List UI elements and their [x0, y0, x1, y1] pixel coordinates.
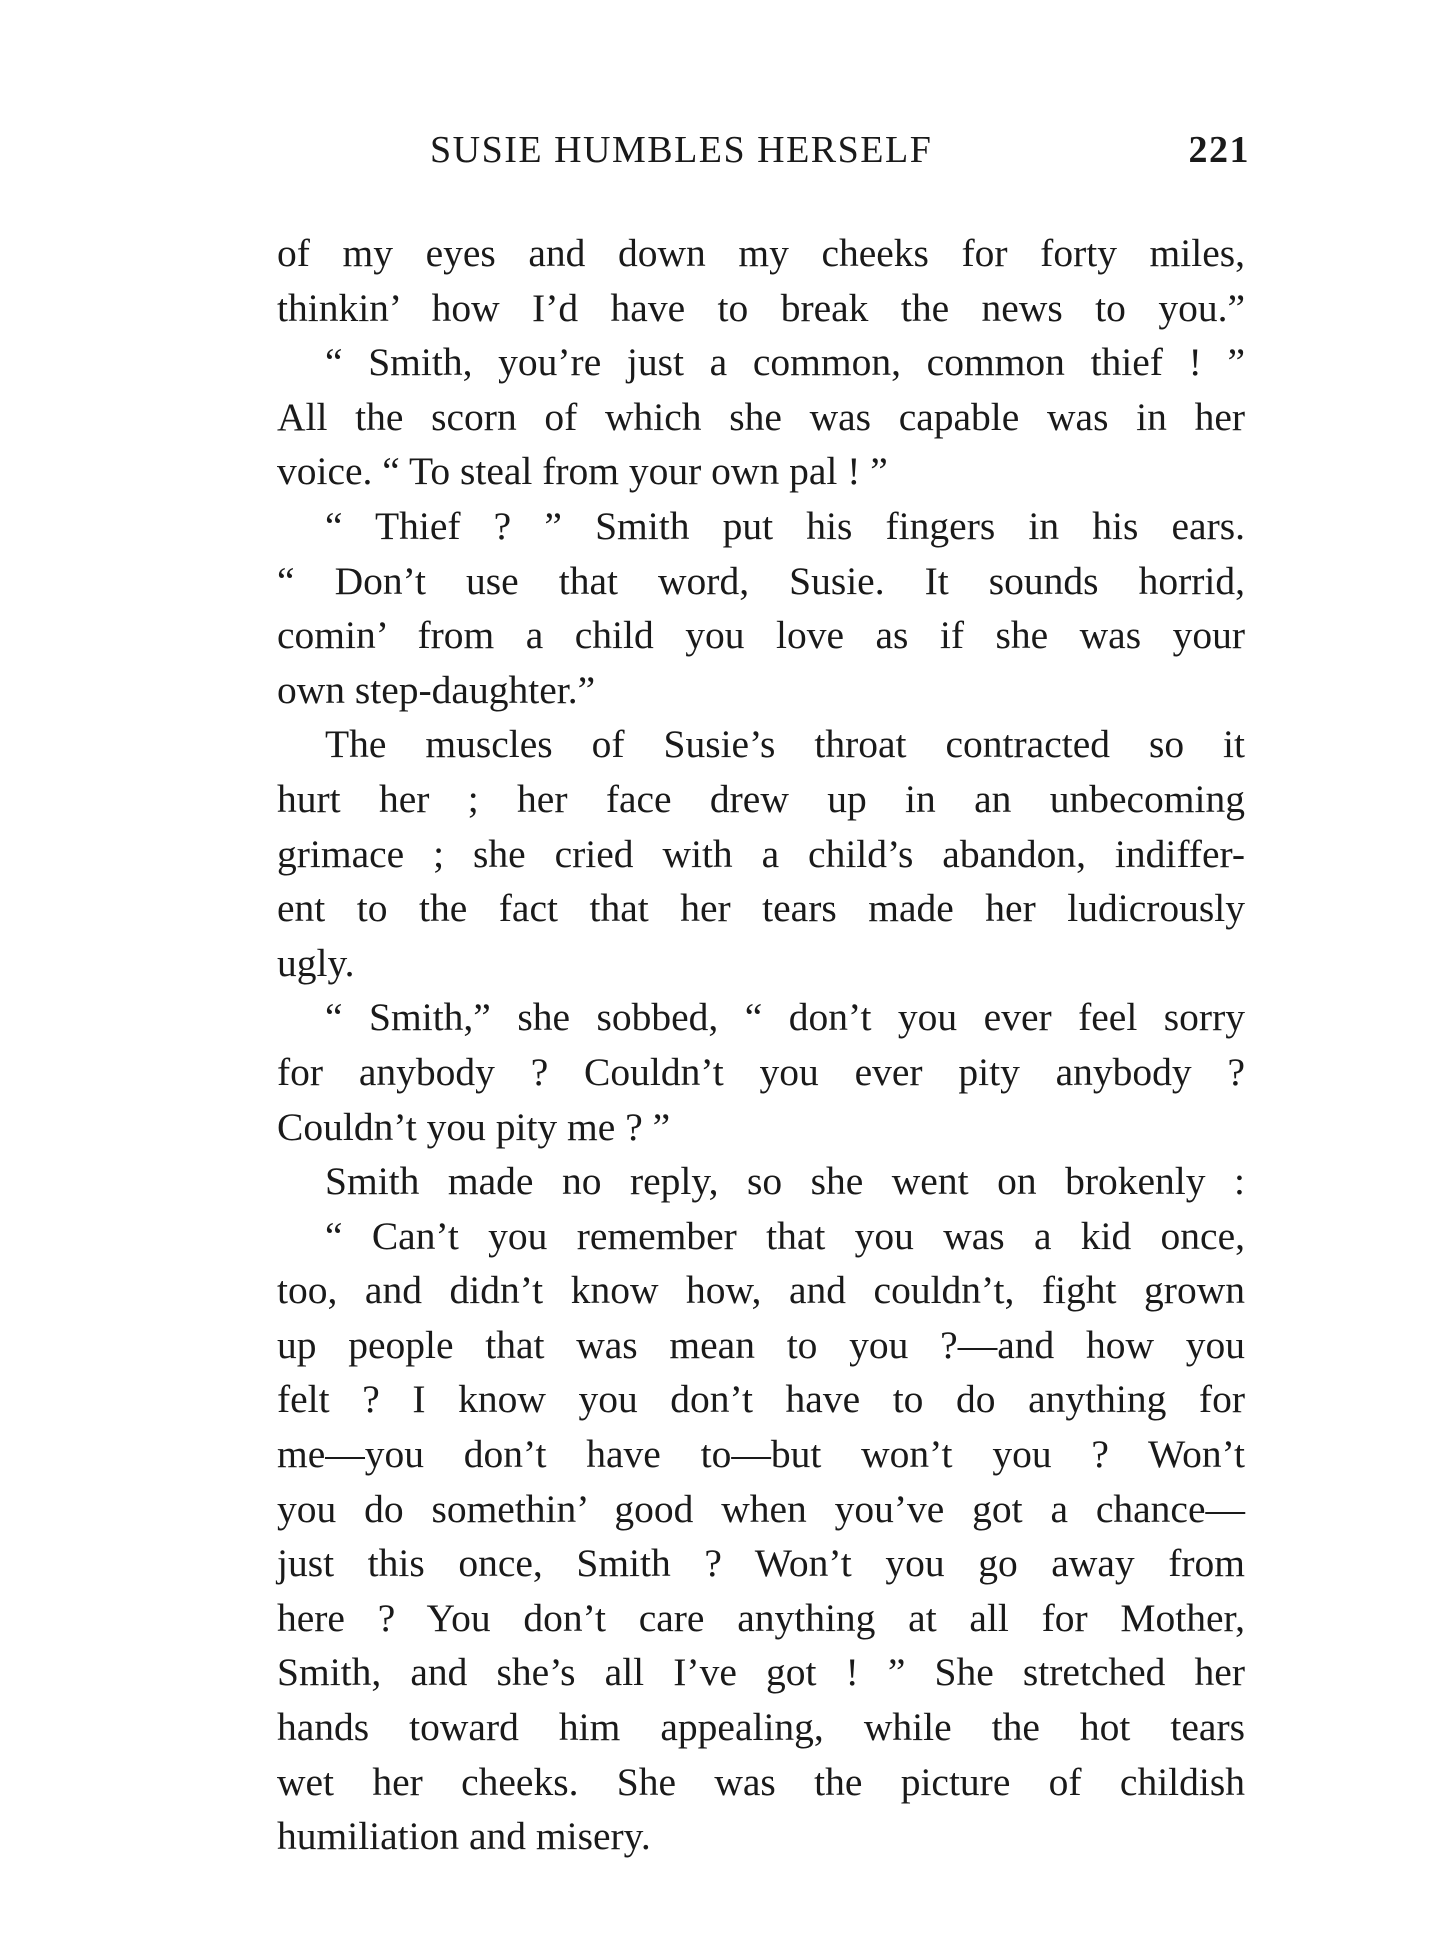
text-line: just this once, Smith ? Won’t you go away from — [277, 1541, 1245, 1586]
text-line: hands toward him appealing, while the hot tears — [277, 1705, 1245, 1750]
page-number: 221 — [1188, 129, 1250, 171]
text-line: up people that was mean to you ?—and how you — [277, 1322, 1245, 1367]
text-line: grimace ; she cried with a child’s abandon, indiffer- — [277, 831, 1245, 876]
text-line: ugly. — [277, 940, 355, 985]
text-line: “ Thief ? ” Smith put his fingers in his ears. — [325, 503, 1245, 548]
text-line: too, and didn’t know how, and couldn’t, fight grown — [277, 1268, 1245, 1313]
text-line: me—you don’t have to—but won’t you ? Won’t — [277, 1432, 1245, 1477]
text-line: of my eyes and down my cheeks for forty miles, — [277, 231, 1245, 275]
text-line: humiliation and misery. — [277, 1814, 651, 1859]
text-line: “ Can’t you remember that you was a kid once, — [325, 1213, 1245, 1258]
text-line: The muscles of Susie’s throat contracted so it — [325, 722, 1245, 767]
body-text — [277, 226, 1245, 1864]
text-line: for anybody ? Couldn’t you ever pity anybody ? — [277, 1049, 1245, 1094]
text-line: “ Don’t use that word, Susie. It sounds horrid, — [277, 558, 1245, 603]
text-line: ent to the fact that her tears made her ludicrously — [277, 886, 1245, 931]
text-line: “ Smith,” she sobbed, “ don’t you ever feel sorry — [325, 995, 1245, 1040]
text-line: felt ? I know you don’t have to do anything for — [277, 1377, 1245, 1422]
text-line: wet her cheeks. She was the picture of childish — [277, 1759, 1245, 1804]
text-line: “ Smith, you’re just a common, common thief ! ” — [325, 340, 1245, 385]
text-line: thinkin’ how I’d have to break the news to you.” — [277, 285, 1245, 330]
text-line: here ? You don’t care anything at all for Mother, — [277, 1595, 1245, 1640]
text-line: Couldn’t you pity me ? ” — [277, 1104, 671, 1149]
running-head — [430, 128, 1250, 188]
text-line: All the scorn of which she was capable was in her — [277, 394, 1245, 439]
running-title: SUSIE HUMBLES HERSELF — [430, 129, 933, 171]
text-line: own step-daughter.” — [277, 667, 596, 712]
text-line: you do somethin’ good when you’ve got a chance— — [277, 1486, 1245, 1531]
text-line: comin’ from a child you love as if she was your — [277, 613, 1245, 658]
text-line: Smith, and she’s all I’ve got ! ” She stretched her — [277, 1650, 1245, 1695]
text-line: voice. “ To steal from your own pal ! ” — [277, 449, 888, 494]
text-line: Smith made no reply, so she went on brokenly : — [325, 1159, 1245, 1204]
text-line: hurt her ; her face drew up in an unbecoming — [277, 776, 1245, 821]
